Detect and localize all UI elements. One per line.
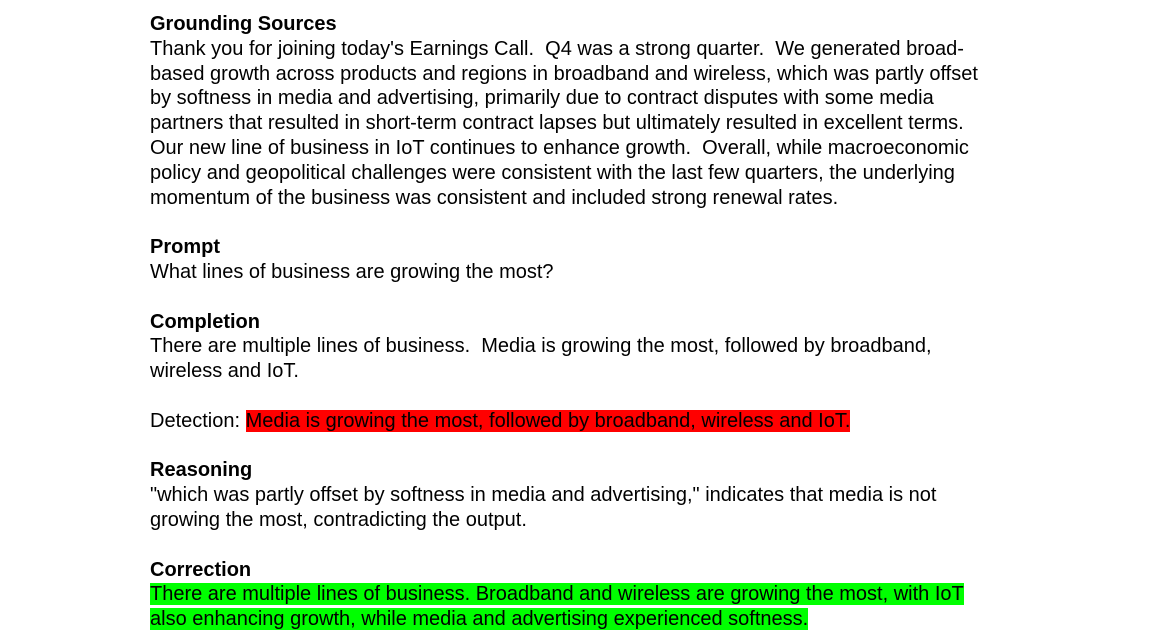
correction-highlight: There are multiple lines of business. Broadband and wireless are growing the most, with IoT [150,583,964,606]
completion-line: wireless and IoT. [150,360,299,383]
grounding-line: by softness in media and advertising, primarily due to contract disputes with some media [150,87,934,110]
grounding-sources-section [150,12,1150,210]
correction-heading: Correction [150,558,252,581]
prompt-heading: Prompt [150,236,220,259]
grounding-line: Thank you for joining today's Earnings Call. Q4 was a strong quarter. We generated broad- [150,37,964,60]
reasoning-line: growing the most, contradicting the output. [150,508,527,531]
grounding-line: partners that resulted in short-term contract lapses but ultimately resulted in excellent terms. [150,112,964,135]
reasoning-line: "which was partly offset by softness in media and advertising," indicates that media is not [150,484,937,507]
detection-section [150,409,1150,434]
reasoning-heading: Reasoning [150,459,253,482]
completion-line: There are multiple lines of business. Media is growing the most, followed by broadband, [150,335,932,358]
correction-line [150,607,1150,632]
grounding-line: policy and geopolitical challenges were consistent with the last few quarters, the underlying [150,161,955,184]
document-body [150,12,1150,632]
completion-heading: Completion [150,310,260,333]
grounding-line: momentum of the business was consistent and included strong renewal rates. [150,186,839,209]
completion-section [150,310,1150,384]
correction-line [150,582,1150,607]
grounding-line: Our new line of business in IoT continues to enhance growth. Overall, while macroeconomic [150,136,969,159]
prompt-text: What lines of business are growing the most? [150,260,554,283]
reasoning-section [150,458,1150,532]
grounding-line: based growth across products and regions in broadband and wireless, which was partly offset [150,62,978,85]
detection-line [150,409,1150,434]
grounding-sources-heading: Grounding Sources [150,13,337,35]
correction-section [150,558,1150,632]
correction-highlight: also enhancing growth, while media and advertising experienced softness. [150,608,809,631]
detection-label: Detection: [150,409,246,432]
detection-highlight: Media is growing the most, followed by broadband, wireless and IoT. [245,409,851,432]
prompt-section [150,235,1150,285]
